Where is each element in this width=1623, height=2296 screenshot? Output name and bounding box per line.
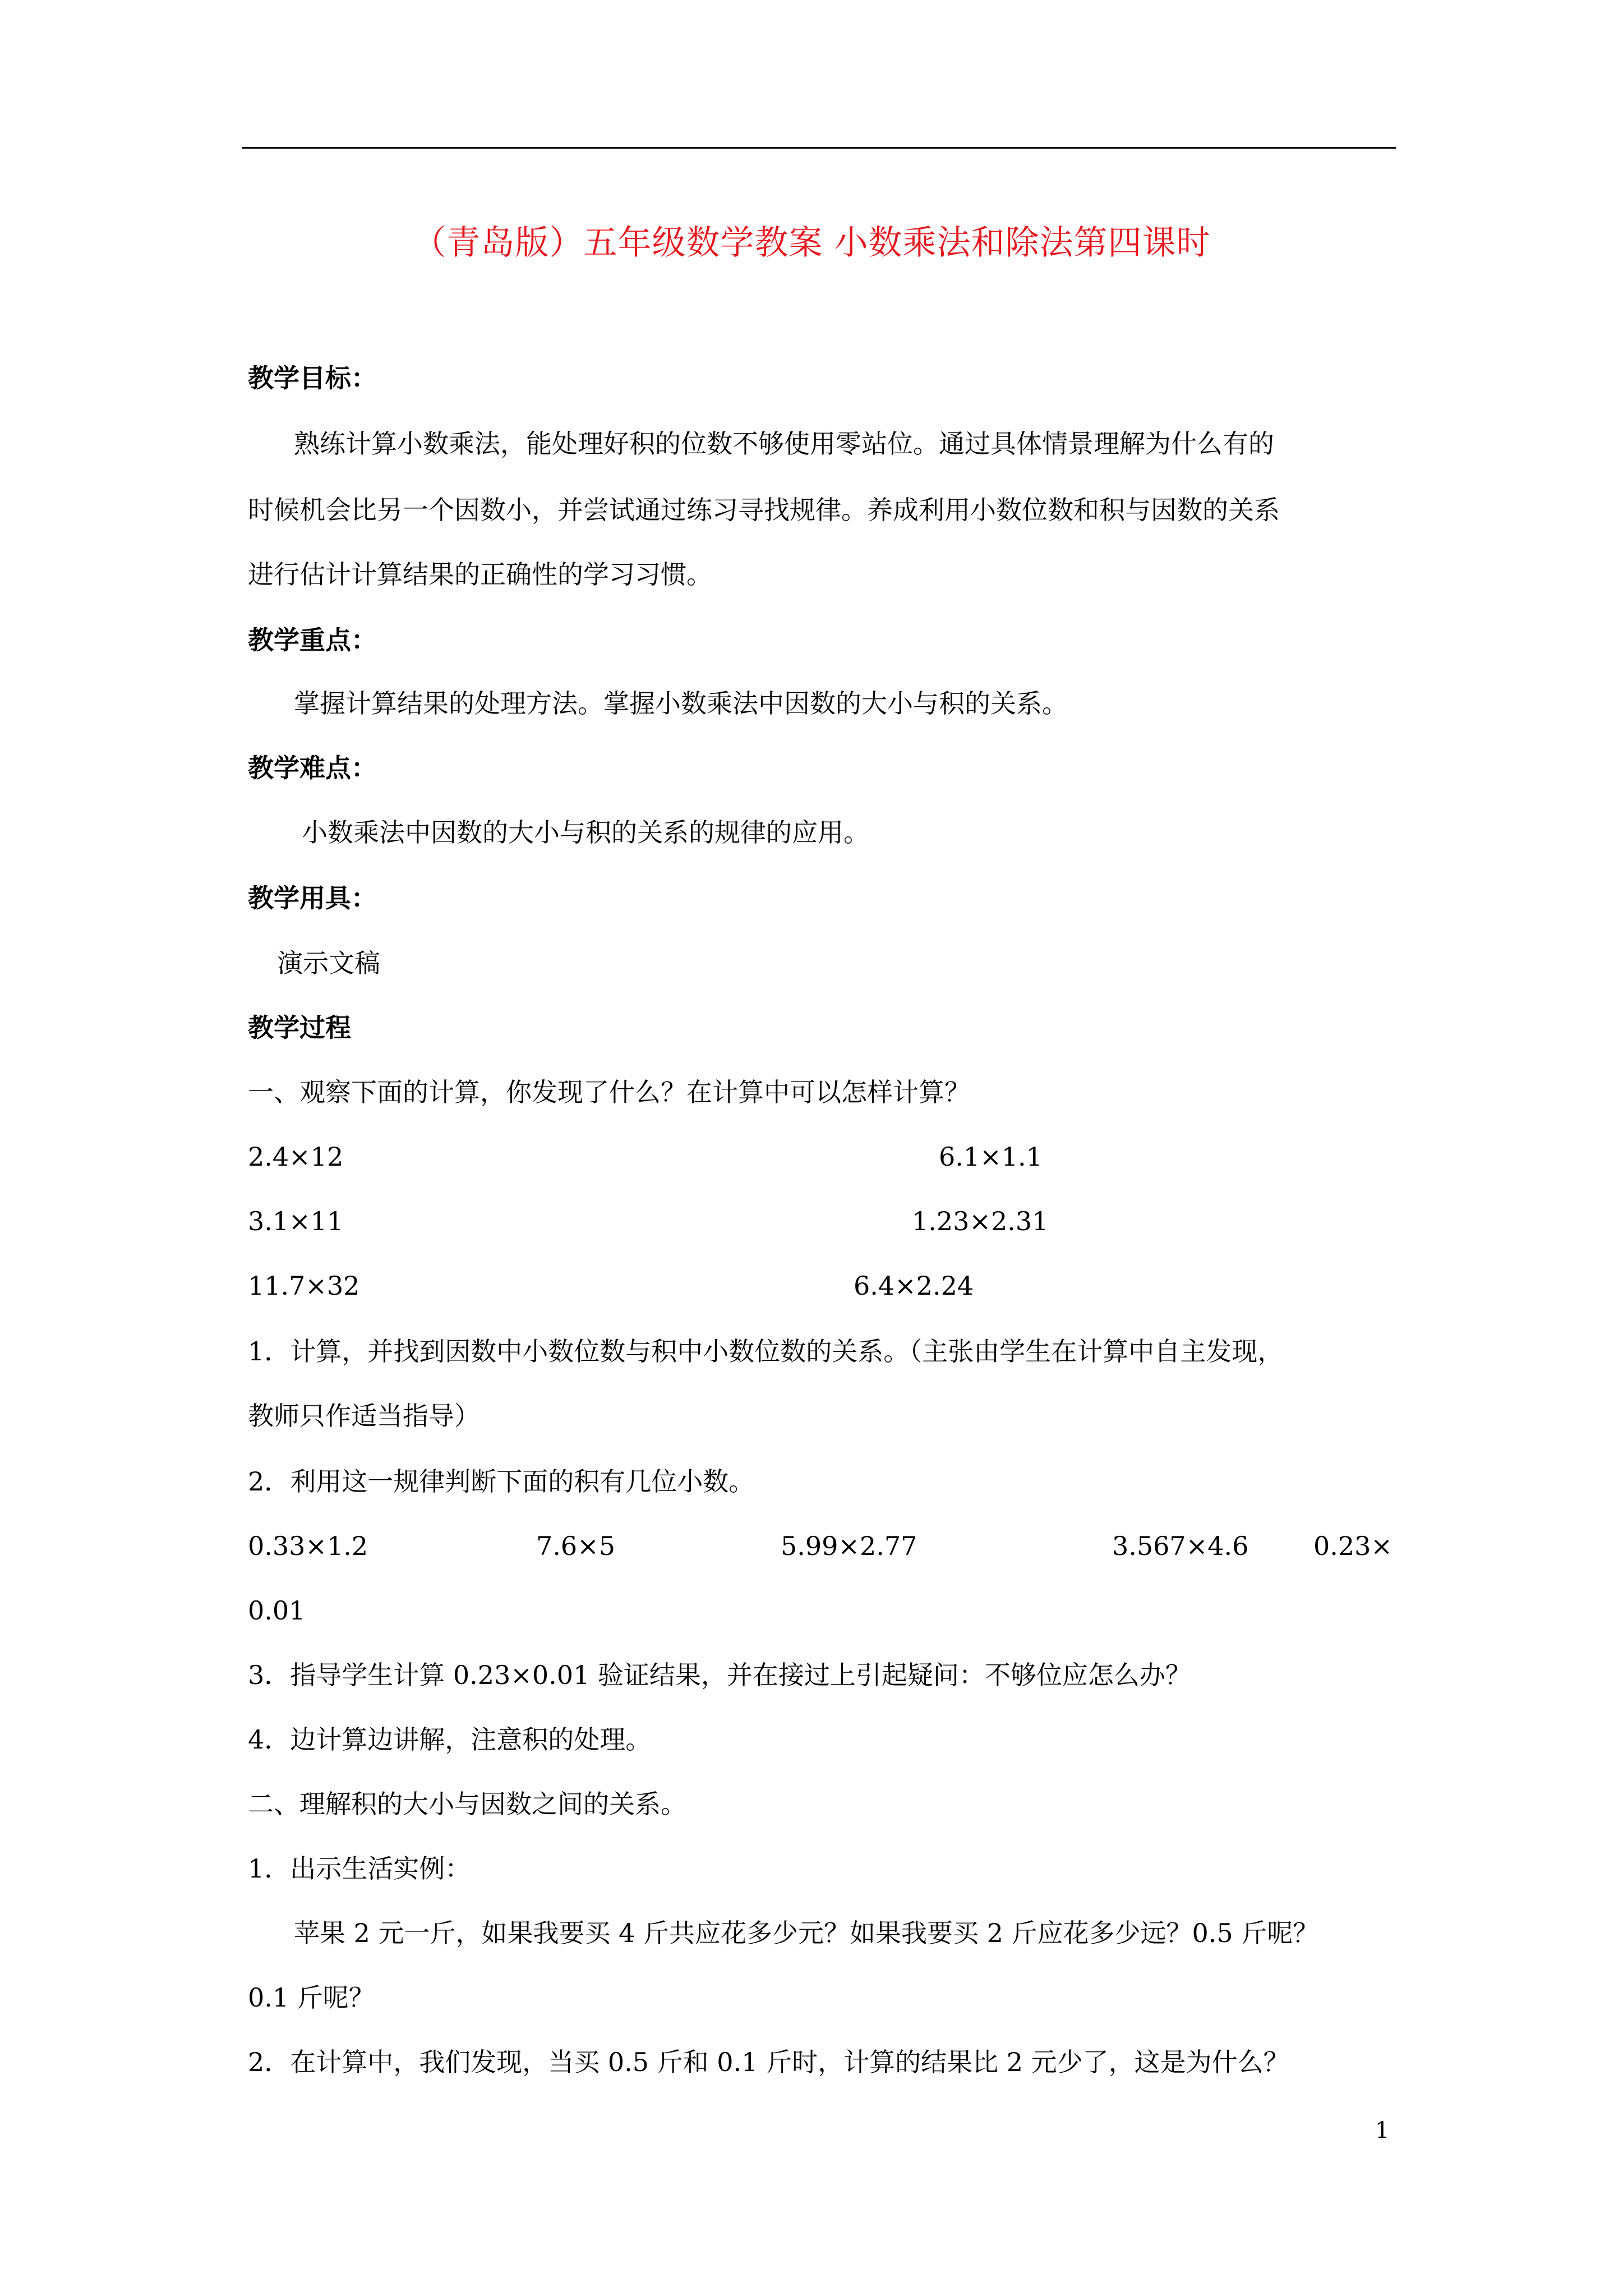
- expression-left-1: 2.4×12: [248, 1142, 344, 1172]
- expression-left-3: 11.7×32: [248, 1271, 360, 1301]
- difficulties-heading: 教学难点：: [248, 753, 377, 783]
- step2-text: 2．利用这一规律判断下面的积有几位小数。: [248, 1466, 755, 1497]
- expression-right-2: 1.23×2.31: [912, 1206, 1049, 1236]
- expression-left-2: 3.1×11: [248, 1206, 344, 1236]
- tools-text: 演示文稿: [277, 948, 380, 978]
- document-title: （青岛版）五年级数学教案 小数乘法和除法第四课时: [412, 223, 1211, 263]
- step1-line-2: 教师只作适当指导）: [248, 1401, 480, 1431]
- judge-item-3: 5.99×2.77: [781, 1531, 917, 1561]
- step4-text: 4．边计算边讲解，注意积的处理。: [248, 1724, 652, 1755]
- judge-item-4: 3.567×4.6: [1112, 1531, 1249, 1561]
- objectives-line-2: 时候机会比另一个因数小，并尝试通过练习寻找规律。养成利用小数位数和积与因数的关系: [248, 495, 1280, 525]
- step1-line-1: 1．计算，并找到因数中小数位数与积中小数位数的关系。（主张由学生在计算中自主发现，: [248, 1336, 1284, 1366]
- page-number: 1: [1375, 2118, 1390, 2143]
- part2-intro: 二、理解积的大小与因数之间的关系。: [248, 1789, 686, 1819]
- objectives-heading: 教学目标：: [248, 363, 377, 393]
- step3-text: 3．指导学生计算 0.23×0.01 验证结果，并在接过上引起疑问：不够位应怎么办？: [248, 1660, 1191, 1690]
- expression-right-1: 6.1×1.1: [939, 1142, 1043, 1172]
- tools-heading: 教学用具：: [248, 883, 377, 913]
- judge-item-5: 0.23×: [1313, 1531, 1393, 1561]
- judge-item-5-wrap: 0.01: [248, 1595, 306, 1626]
- objectives-line-1: 熟练计算小数乘法，能处理好积的位数不够使用零站位。通过具体情景理解为什么有的: [294, 429, 1274, 459]
- part2-step1: 1．出示生活实例：: [248, 1853, 471, 1884]
- judge-item-1: 0.33×1.2: [248, 1531, 368, 1561]
- objectives-line-3: 进行估计计算结果的正确性的学习习惯。: [248, 559, 712, 590]
- header-rule: [242, 147, 1396, 149]
- part2-step2: 2．在计算中，我们发现，当买 0.5 斤和 0.1 斤时，计算的结果比 2 元少了，这是为什么？: [248, 2047, 1289, 2077]
- judge-item-2: 7.6×5: [536, 1531, 615, 1561]
- part1-intro: 一、观察下面的计算，你发现了什么？在计算中可以怎样计算？: [248, 1077, 970, 1107]
- process-heading: 教学过程: [248, 1013, 351, 1043]
- example-line-2: 0.1 斤呢？: [248, 1982, 375, 2013]
- key-points-heading: 教学重点：: [248, 625, 377, 655]
- key-points-text: 掌握计算结果的处理方法。掌握小数乘法中因数的大小与积的关系。: [294, 688, 1068, 719]
- expression-right-3: 6.4×2.24: [854, 1271, 974, 1301]
- difficulties-text: 小数乘法中因数的大小与积的关系的规律的应用。: [302, 817, 869, 848]
- example-line-1: 苹果 2 元一斤，如果我要买 4 斤共应花多少元？如果我要买 2 斤应花多少远？0.5 斤呢？: [294, 1918, 1319, 1948]
